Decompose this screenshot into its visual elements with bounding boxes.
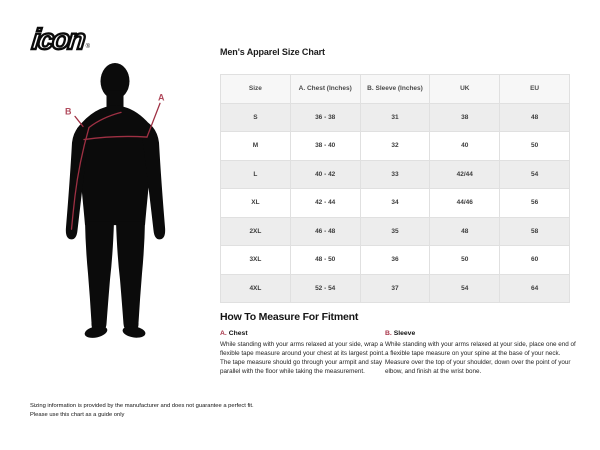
table-cell: 46 - 48 [290,217,360,246]
sleeve-callout-label: B [65,106,72,117]
icon-brand-logo [32,26,90,55]
table-cell: 36 [360,246,430,275]
size-chart-table [220,74,570,303]
table-cell: 38 [430,103,500,132]
table-cell: 50 [430,246,500,275]
table-cell: M [221,132,291,161]
table-cell: 50 [500,132,570,161]
table-cell: S [221,103,291,132]
table-cell: 42/44 [430,160,500,189]
table-cell: 48 [500,103,570,132]
size-table-header [221,75,570,104]
table-cell: 32 [360,132,430,161]
fitment-sleeve-name: Sleeve [393,330,416,337]
table-cell: 33 [360,160,430,189]
registered-trademark-symbol: ® [85,44,91,50]
column-header-chest: A. Chest (Inches) [290,75,360,104]
column-header-size: Size [221,75,291,104]
table-row [221,217,570,246]
table-cell: 44/46 [430,189,500,218]
table-cell: 35 [360,217,430,246]
size-table-body [221,103,570,303]
table-cell: 31 [360,103,430,132]
table-cell: 34 [360,189,430,218]
table-row [221,274,570,303]
column-header-eu: EU [500,75,570,104]
silhouette-body [66,63,165,340]
page-title: Men's Apparel Size Chart [220,47,325,57]
fitment-sleeve-key: B. [385,330,392,337]
table-cell: 52 - 54 [290,274,360,303]
table-row [221,246,570,275]
table-cell: 60 [500,246,570,275]
logo-wordmark: icon [30,24,86,56]
table-cell: 38 - 40 [290,132,360,161]
sizing-disclaimer [30,402,254,419]
table-cell: XL [221,189,291,218]
male-silhouette-figure [58,60,173,342]
chest-callout-label: A [158,92,165,103]
fitment-section-title: How To Measure For Fitment [220,311,359,323]
table-row [221,160,570,189]
fitment-chest-section [220,329,392,376]
table-row [221,103,570,132]
fitment-sleeve-text: While standing with your arms relaxed at your side, place one end of a flexible tape measure on your spine at the base of your neck. Measure over the top of your shoulder, down over the point of your elbow, and finish at the wrist bone. [385,340,576,376]
column-header-uk: UK [430,75,500,104]
table-row [221,189,570,218]
table-cell: 58 [500,217,570,246]
fitment-chest-key: A. [220,330,227,337]
fitment-chest-text: While standing with your arms relaxed at your side, wrap a flexible tape measure around your chest at its largest point. The tape measure should go through your armpit and stay parallel with the floor while taking the measurement. [220,340,385,376]
table-cell: 56 [500,189,570,218]
table-cell: L [221,160,291,189]
fitment-chest-label [220,329,392,339]
table-cell: 40 - 42 [290,160,360,189]
column-header-sleeve: B. Sleeve (Inches) [360,75,430,104]
table-cell: 4XL [221,274,291,303]
label-b-pointer-line [75,116,83,126]
fitment-chest-name: Chest [228,330,248,337]
table-cell: 48 - 50 [290,246,360,275]
table-cell: 48 [430,217,500,246]
table-cell: 42 - 44 [290,189,360,218]
table-cell: 37 [360,274,430,303]
table-cell: 36 - 38 [290,103,360,132]
table-cell: 2XL [221,217,291,246]
table-row [221,132,570,161]
fitment-sleeve-section [385,329,577,376]
disclaimer-line-2: Please use this chart as a guide only [30,411,125,418]
table-cell: 40 [430,132,500,161]
fitment-sleeve-label [385,329,577,339]
table-cell: 3XL [221,246,291,275]
table-cell: 54 [430,274,500,303]
header-row [221,75,570,104]
disclaimer-line-1: Sizing information is provided by the manufacturer and does not guarantee a perfect fit. [30,403,254,409]
table-cell: 54 [500,160,570,189]
table-cell: 64 [500,274,570,303]
